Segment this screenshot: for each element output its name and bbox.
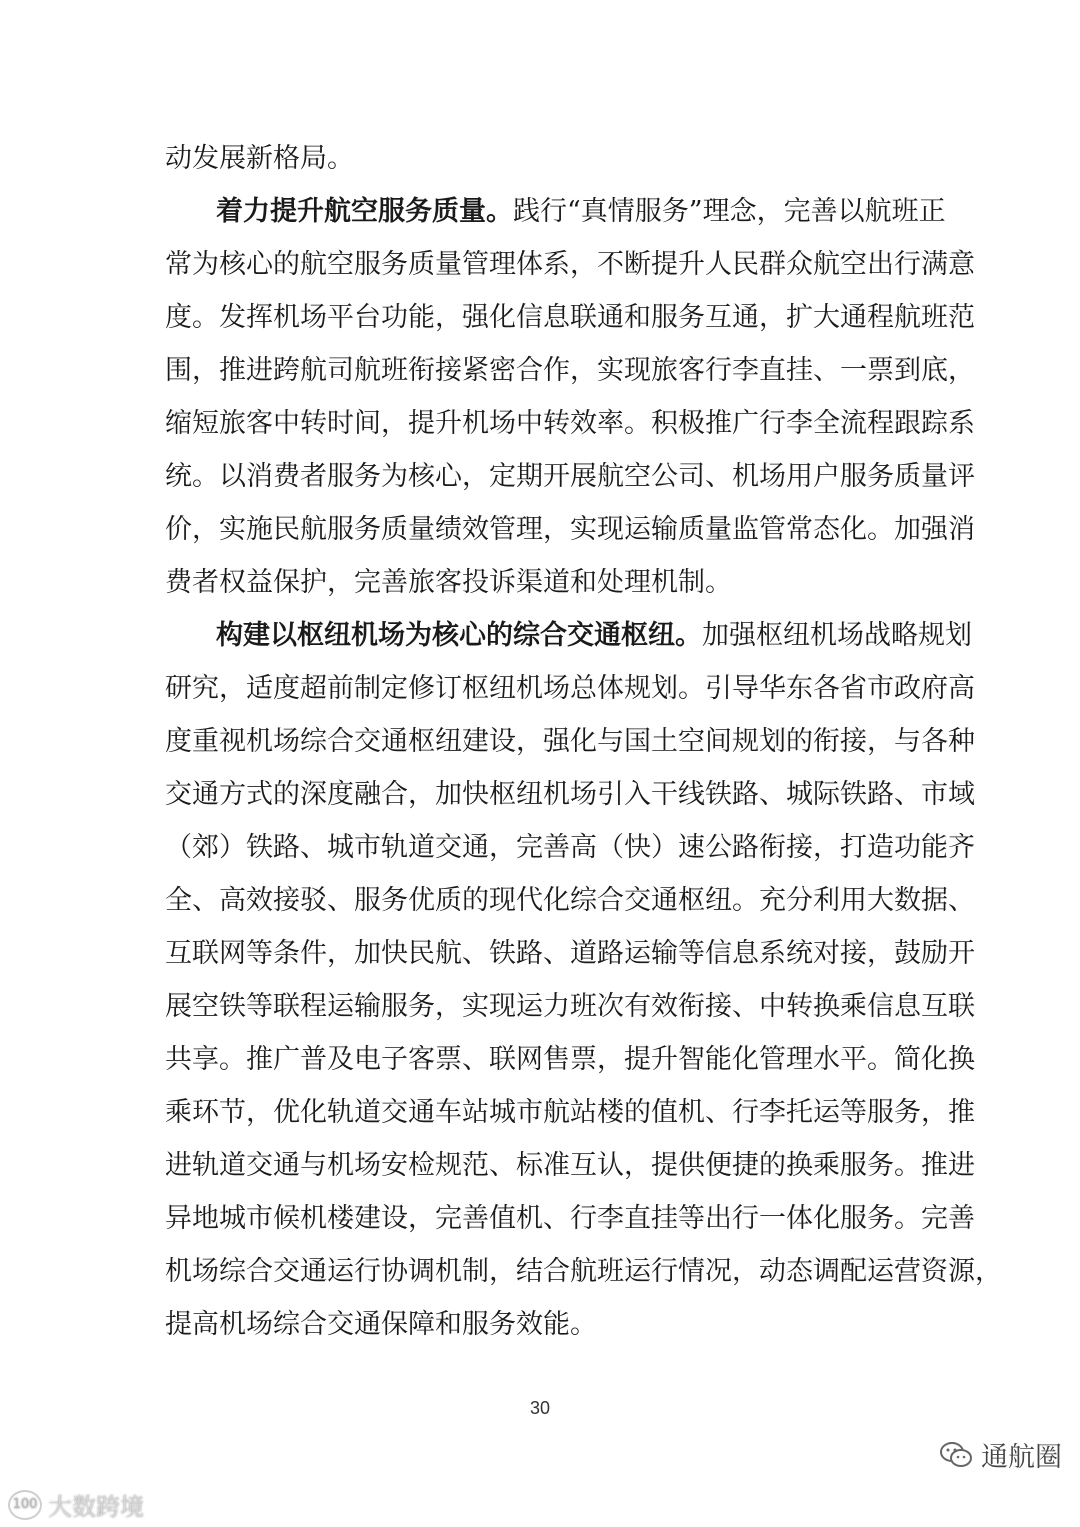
wechat-account-name: 通航圈 — [981, 1442, 1062, 1473]
paragraph-line: 缩短旅客中转时间，提升机场中转效率。积极推广行李全流程跟踪系 — [165, 408, 975, 439]
paragraph-line: 常为核心的航空服务质量管理体系，不断提升人民群众航空出行满意 — [165, 249, 975, 280]
paragraph-line: 着力提升航空服务质量。践行“真情服务”理念，完善以航班正 — [216, 196, 946, 227]
paragraph-line: 价，实施民航服务质量绩效管理，实现运输质量监管常态化。加强消 — [165, 514, 975, 545]
watermark-text: 大数跨境 — [48, 1493, 144, 1521]
wechat-icon — [939, 1441, 973, 1469]
paragraph-line: 进轨道交通与机场安检规范、标准互认，提供便捷的换乘服务。推进 — [165, 1150, 975, 1181]
section-heading: 着力提升航空服务质量。 — [216, 196, 513, 227]
paragraph-line: 展空铁等联程运输服务，实现运力班次有效衔接、中转换乘信息互联 — [165, 991, 975, 1022]
paragraph-line: 度重视机场综合交通枢纽建设，强化与国土空间规划的衔接，与各种 — [165, 726, 975, 757]
paragraph-line: 构建以枢纽机场为核心的综合交通枢纽。加强枢纽机场战略规划 — [216, 620, 972, 651]
paragraph-line: 度。发挥机场平台功能，强化信息联通和服务互通，扩大通程航班范 — [165, 302, 975, 333]
paragraph-line: 提高机场综合交通保障和服务效能。 — [165, 1309, 597, 1340]
paragraph-line: 互联网等条件，加快民航、铁路、道路运输等信息系统对接，鼓励开 — [165, 938, 975, 969]
paragraph-line: 机场综合交通运行协调机制，结合航班运行情况，动态调配运营资源， — [165, 1256, 1002, 1287]
page-number: 30 — [529, 1398, 551, 1418]
source-watermark — [8, 1487, 144, 1522]
paragraph-line: 动发展新格局。 — [165, 143, 354, 174]
paragraph-line: （郊）铁路、城市轨道交通，完善高（快）速公路衔接，打造功能齐 — [165, 832, 975, 863]
paragraph-line: 交通方式的深度融合，加快枢纽机场引入干线铁路、城际铁路、市域 — [165, 779, 975, 810]
paragraph-line: 费者权益保护，完善旅客投诉渠道和处理机制。 — [165, 567, 732, 598]
paragraph-line: 研究，适度超前制定修订枢纽机场总体规划。引导华东各省市政府高 — [165, 673, 975, 704]
paragraph-line: 全、高效接驳、服务优质的现代化综合交通枢纽。充分利用大数据、 — [165, 885, 975, 916]
paragraph-line: 乘环节，优化轨道交通车站城市航站楼的值机、行李托运等服务，推 — [165, 1097, 975, 1128]
paragraph-line: 共享。推广普及电子客票、联网售票，提升智能化管理水平。简化换 — [165, 1044, 975, 1075]
paragraph-line: 统。以消费者服务为核心，定期开展航空公司、机场用户服务质量评 — [165, 461, 975, 492]
paragraph-line: 围，推进跨航司航班衔接紧密合作，实现旅客行李直挂、一票到底， — [165, 355, 975, 386]
watermark-logo: 100 — [8, 1490, 42, 1520]
section-heading: 构建以枢纽机场为核心的综合交通枢纽。 — [216, 620, 702, 651]
paragraph-line: 异地城市候机楼建设，完善值机、行李直挂等出行一体化服务。完善 — [165, 1203, 975, 1234]
wechat-watermark — [939, 1435, 1062, 1474]
